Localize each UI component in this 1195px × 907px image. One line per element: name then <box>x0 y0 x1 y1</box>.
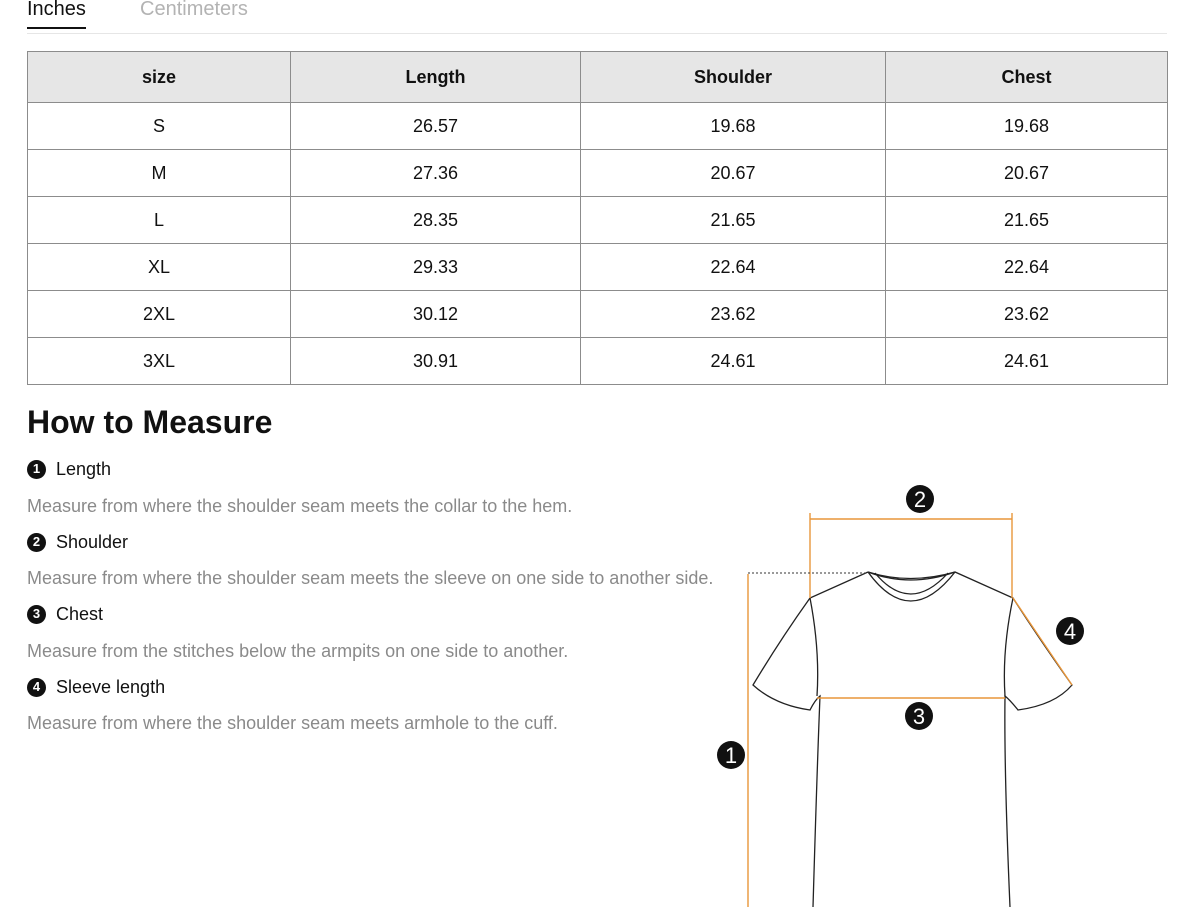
number-4-icon: 4 <box>27 678 46 697</box>
cell-chest: 23.62 <box>886 291 1168 338</box>
table-row <box>28 197 1168 244</box>
unit-tabs <box>27 0 1167 34</box>
cell-chest: 19.68 <box>886 103 1168 150</box>
number-2-icon: 2 <box>27 533 46 552</box>
marker-2-label: 2 <box>913 487 927 512</box>
cell-length: 30.12 <box>291 291 581 338</box>
marker-1-label: 1 <box>724 743 738 768</box>
marker-4-icon <box>1056 617 1084 645</box>
cell-length: 30.91 <box>291 338 581 385</box>
measure-label: Sleeve length <box>56 677 166 697</box>
tab-centimeters[interactable]: Centimeters <box>140 0 248 20</box>
measure-label: Length <box>56 459 112 479</box>
header-shoulder: Shoulder <box>581 52 886 103</box>
cell-shoulder: 22.64 <box>581 244 886 291</box>
number-3-icon: 3 <box>27 605 46 624</box>
marker-4-label: 4 <box>1063 619 1077 644</box>
table-row <box>28 291 1168 338</box>
cell-size: L <box>28 197 291 244</box>
cell-size: 3XL <box>28 338 291 385</box>
marker-3-label: 3 <box>912 704 926 729</box>
cell-shoulder: 21.65 <box>581 197 886 244</box>
tshirt-outline-icon <box>753 572 1072 907</box>
measure-label: Shoulder <box>56 532 129 552</box>
marker-3-icon <box>905 702 933 730</box>
cell-shoulder: 23.62 <box>581 291 886 338</box>
table-row <box>28 338 1168 385</box>
header-length: Length <box>291 52 581 103</box>
measure-description: Measure from where the shoulder seam meets the sleeve on one side to another side. <box>27 568 714 588</box>
cell-chest: 20.67 <box>886 150 1168 197</box>
table-row <box>28 150 1168 197</box>
cell-chest: 24.61 <box>886 338 1168 385</box>
measure-item-sleeve-length <box>27 676 165 698</box>
marker-1-icon <box>717 741 745 769</box>
how-to-measure-title: How to Measure <box>27 404 273 440</box>
cell-length: 26.57 <box>291 103 581 150</box>
header-chest: Chest <box>886 52 1168 103</box>
cell-size: S <box>28 103 291 150</box>
cell-chest: 21.65 <box>886 197 1168 244</box>
table-row <box>28 103 1168 150</box>
table-row <box>28 244 1168 291</box>
measure-item-chest <box>27 603 103 625</box>
size-table <box>27 51 1168 385</box>
number-1-icon: 1 <box>27 460 46 479</box>
cell-size: M <box>28 150 291 197</box>
measure-description: Measure from where the shoulder seam meets the collar to the hem. <box>27 496 573 516</box>
cell-length: 27.36 <box>291 150 581 197</box>
cell-length: 28.35 <box>291 197 581 244</box>
header-size: size <box>28 52 291 103</box>
measure-item-length <box>27 458 111 480</box>
table-header-row <box>28 52 1168 103</box>
cell-chest: 22.64 <box>886 244 1168 291</box>
tshirt-measure-diagram <box>700 470 1100 907</box>
measure-item-shoulder <box>27 531 128 553</box>
measure-description: Measure from where the shoulder seam meets armhole to the cuff. <box>27 713 558 733</box>
cell-shoulder: 20.67 <box>581 150 886 197</box>
cell-size: 2XL <box>28 291 291 338</box>
cell-shoulder: 24.61 <box>581 338 886 385</box>
measure-description: Measure from the stitches below the armpits on one side to another. <box>27 641 569 661</box>
cell-size: XL <box>28 244 291 291</box>
measure-label: Chest <box>56 604 104 624</box>
marker-2-icon <box>906 485 934 513</box>
cell-shoulder: 19.68 <box>581 103 886 150</box>
cell-length: 29.33 <box>291 244 581 291</box>
tab-inches[interactable]: Inches <box>27 0 86 29</box>
